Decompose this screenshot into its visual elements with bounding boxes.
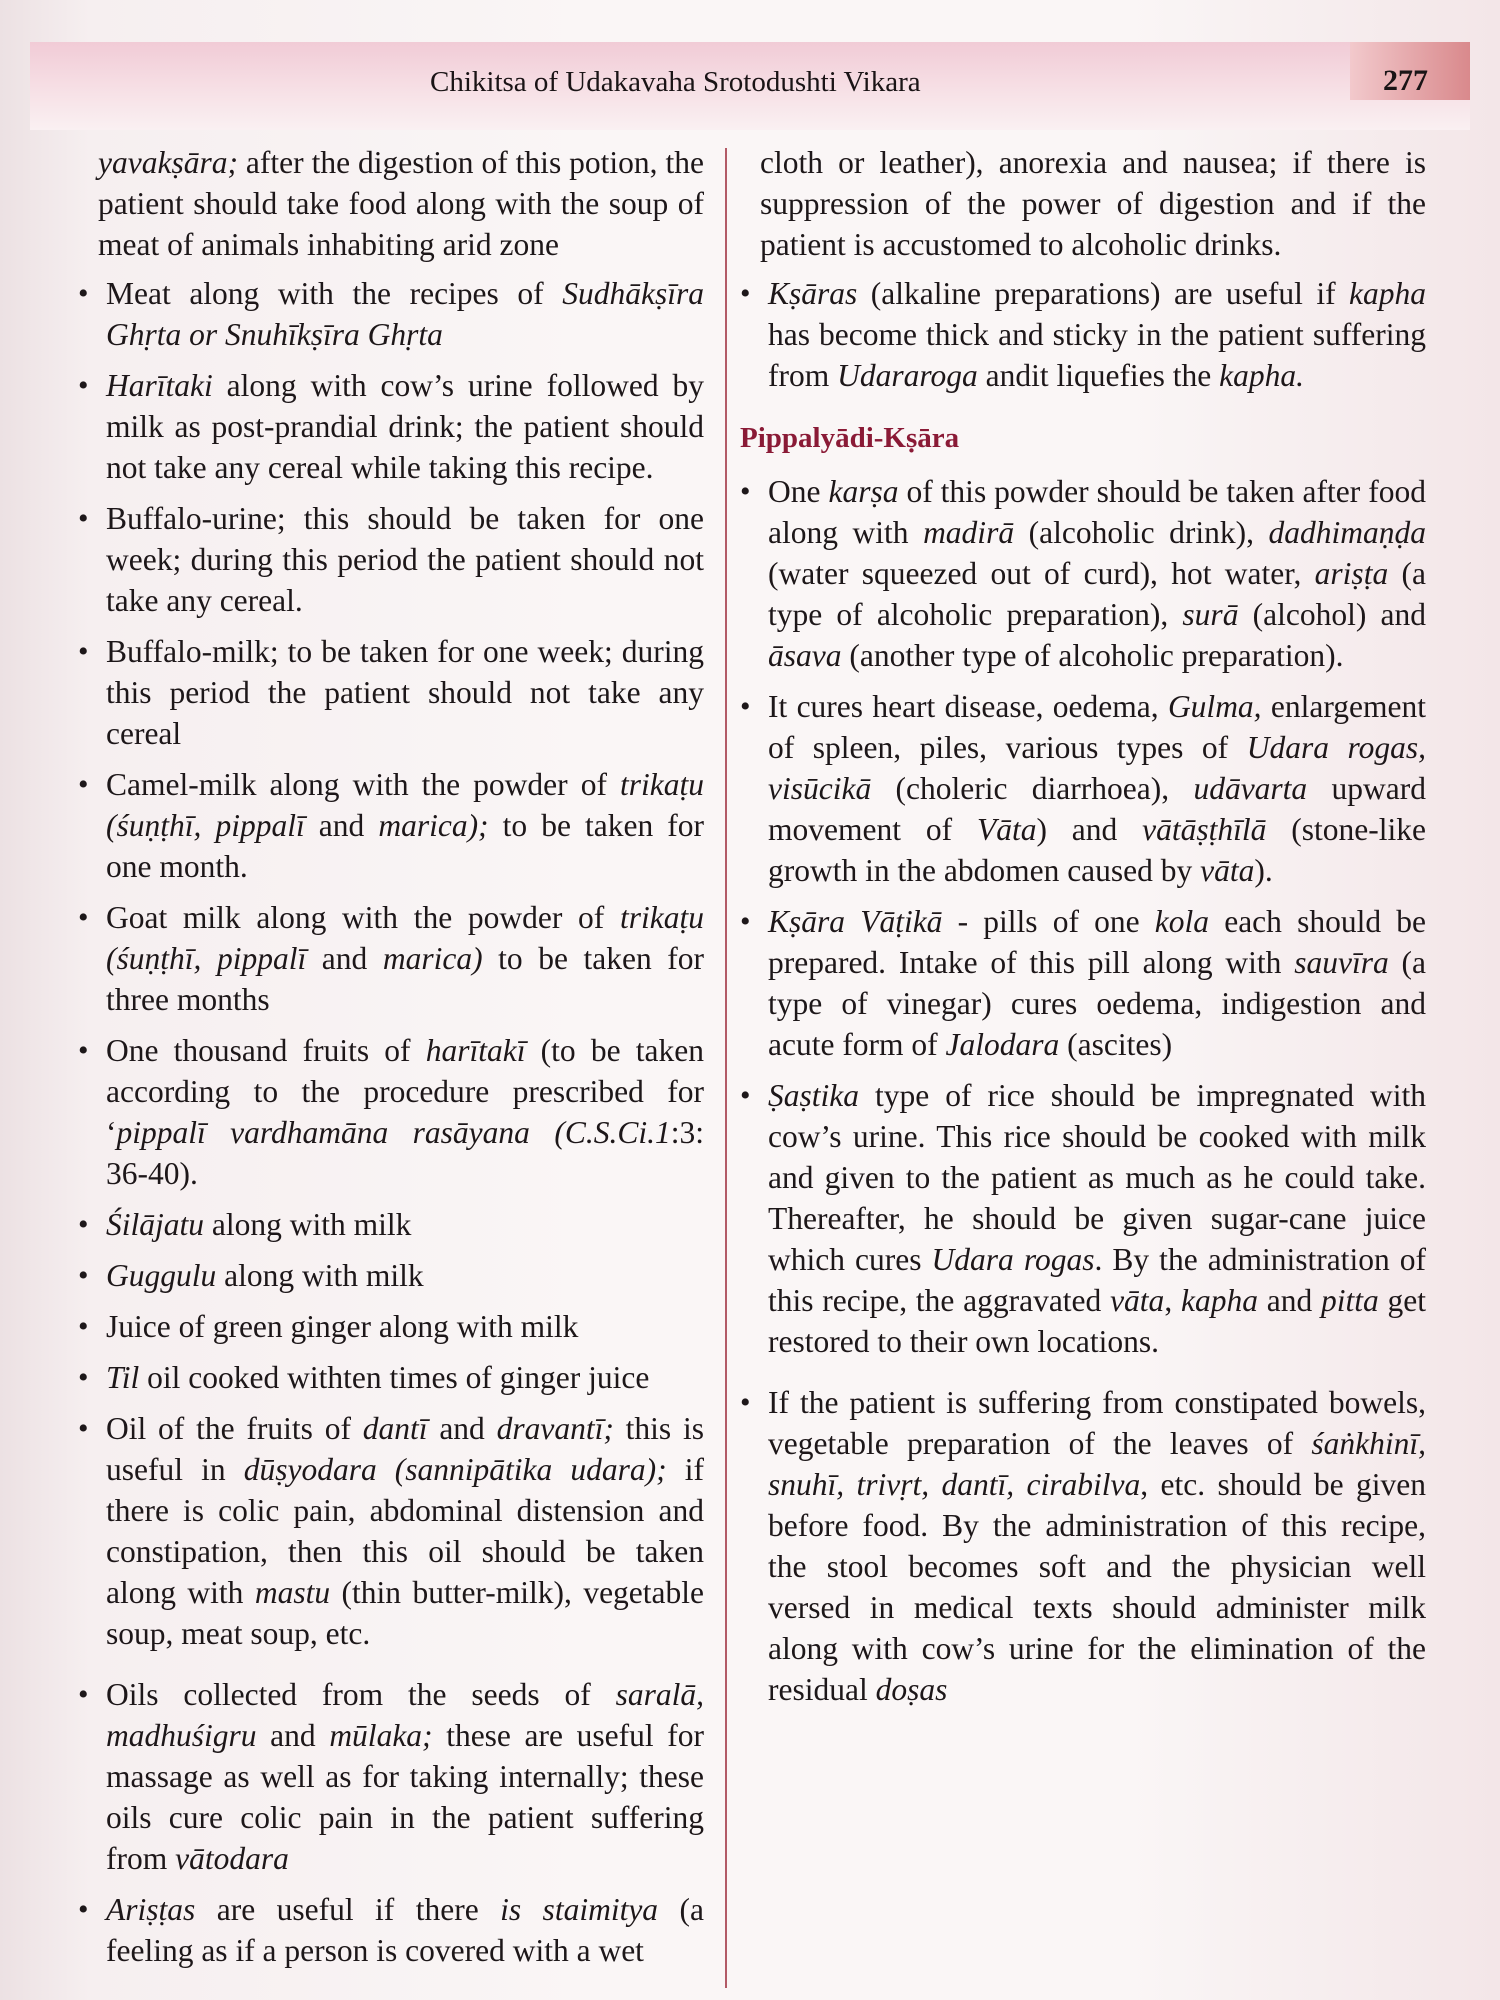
text-span: Śilājatu: [106, 1207, 205, 1242]
text-span: trikaṭu (śuṇṭhī, pippalī: [106, 900, 704, 976]
text-span: along with cow’s urine followed by milk as post-prandial drink; the patient should not take any cereal while taking this recipe.: [106, 368, 704, 485]
section-heading: Pippalyādi-Kṣāra: [740, 422, 960, 454]
text-span: ) and: [1036, 812, 1143, 847]
list-item: [740, 273, 1426, 396]
text-span: udāvarta: [1193, 771, 1308, 806]
text-span: ).: [1254, 853, 1273, 888]
text-span: kola: [1154, 904, 1210, 939]
text-span: Udara rogas: [931, 1242, 1095, 1277]
text-span: upward movement of: [768, 771, 1426, 847]
text-span: and: [306, 941, 383, 976]
text-span: mūlaka;: [329, 1718, 433, 1753]
text-span: ,: [1164, 1283, 1181, 1318]
text-span: to be taken for one month.: [106, 808, 704, 884]
text-span: One thousand fruits of: [106, 1033, 426, 1068]
text-span: Oil of the fruits of: [106, 1411, 363, 1446]
list-item: [78, 1357, 704, 1398]
list-item: [78, 1674, 704, 1879]
text-span: (another type of alcoholic preparation).: [841, 638, 1344, 673]
text-span: oil cooked withten times of ginger juice: [139, 1360, 650, 1395]
list-item: [78, 498, 704, 621]
text-span: vāta: [1200, 853, 1255, 888]
continuation-paragraph: [98, 142, 704, 265]
text-span: if there is colic pain, abdominal distension and constipation, then this oil should be taken along with: [106, 1452, 704, 1610]
text-span: doṣas: [875, 1672, 948, 1707]
list-item: [78, 631, 704, 754]
list-item: [740, 1382, 1426, 1710]
text-span: Meat along with the recipes of: [106, 276, 563, 311]
page-number: 277: [1383, 64, 1428, 97]
text-span: Sudhākṣīra Ghṛta or Snuhīkṣīra Ghṛta: [106, 276, 704, 352]
text-span: Camel-milk along with the powder of: [106, 767, 620, 802]
text-span: is staimitya: [500, 1892, 659, 1927]
text-span: Ariṣṭas: [106, 1892, 196, 1927]
list-item: [78, 1889, 704, 1971]
text-span: āsava: [768, 638, 842, 673]
text-span: Kṣāra Vāṭikā: [768, 904, 943, 939]
list-item: [740, 1075, 1426, 1362]
list-item: [78, 897, 704, 1020]
text-span: (alcoholic drink),: [1014, 515, 1269, 550]
text-span: (stone-like growth in the abdomen caused by: [768, 812, 1426, 888]
text-span: :3: 36-40).: [106, 1115, 704, 1191]
text-span: type of rice should be impregnated with cow’s urine. This rice should be cooked with milk and given to the patient as much as he could take. Thereafter, he should be given sugar-cane juice which cures: [768, 1078, 1426, 1277]
list-item: [78, 1204, 704, 1245]
text-span: - pills of one: [942, 904, 1155, 939]
text-span: Guggulu: [106, 1258, 217, 1293]
text-span: and: [427, 1411, 497, 1446]
text-span: Ṣaṣtika: [768, 1078, 859, 1113]
text-span: trikaṭu (śuṇṭhī, pippalī: [106, 767, 704, 843]
text-span: Jalodara: [945, 1027, 1060, 1062]
text-span: dūṣyodara (sannipātika udara);: [243, 1452, 667, 1487]
text-span: dadhimaṇḍa: [1268, 515, 1426, 550]
list-item: [78, 1408, 704, 1654]
text-span: Til: [106, 1360, 140, 1395]
continuation-paragraph: cloth or leather), anorexia and nausea; if there is suppression of the power of digestion and if the patient is accustomed to alcoholic drinks.: [760, 145, 1426, 262]
list-item: [78, 273, 704, 355]
text-span: vātāṣṭhīlā: [1142, 812, 1267, 847]
text-span: . By the administration of this recipe, the aggravated: [768, 1242, 1426, 1318]
right-column: [740, 142, 1426, 1720]
text-span: (a type of alcoholic preparation),: [768, 556, 1426, 632]
text-span: It cures heart disease, oedema,: [768, 689, 1168, 724]
text-span: (to be taken according to the procedure prescribed for ‘: [106, 1033, 705, 1150]
text-span: and: [256, 1718, 330, 1753]
text-span: (a type of vinegar) cures oedema, indigestion and acute form of: [768, 945, 1426, 1062]
text-span: , etc. should be given before food. By the administration of this recipe, the stool becomes soft and the physician well versed in medical texts should administer milk along with cow’s urine for the elimination of the residual: [768, 1467, 1426, 1707]
text-span: has become thick and sticky in the patient suffering from: [768, 317, 1426, 393]
text-span: get restored to their own locations.: [768, 1283, 1427, 1359]
text-span: enlargement of spleen, piles, various types of: [768, 689, 1426, 765]
text-span: sauvīra: [1294, 945, 1389, 980]
text-span: (water squeezed out of curd), hot water,: [768, 556, 1315, 591]
text-span: pitta: [1320, 1283, 1379, 1318]
list-item: [740, 901, 1426, 1065]
list-item: [78, 764, 704, 887]
column-divider: [725, 148, 727, 1988]
text-span: (alcohol) and: [1238, 597, 1426, 632]
text-span: madirā: [923, 515, 1015, 550]
text-span: vāta: [1110, 1283, 1165, 1318]
text-span: Udara rogas,: [1246, 730, 1426, 765]
left-column: [78, 142, 704, 1981]
text-span: are useful if there: [195, 1892, 501, 1927]
text-span: śaṅkhinī, snuhī, trivṛt, dantī, cirabilva: [768, 1426, 1426, 1502]
text-span: this is useful in: [106, 1411, 704, 1487]
text-span: dantī: [362, 1411, 428, 1446]
text-span: Kṣāras: [768, 276, 858, 311]
text-span: Juice of green ginger along with milk: [106, 1309, 579, 1344]
text-span: marica);: [378, 808, 489, 843]
text-span: Goat milk along with the powder of: [106, 900, 620, 935]
list-item: [78, 1306, 704, 1347]
text-span: (choleric diarrhoea),: [871, 771, 1194, 806]
text-span: along with milk: [204, 1207, 412, 1242]
text-span: to be taken for three months: [106, 941, 704, 1017]
left-bullet-list: [78, 273, 704, 1971]
text-span: harītakī: [425, 1033, 526, 1068]
text-span: ariṣṭa: [1314, 556, 1389, 591]
text-span: yavakṣāra;: [98, 145, 238, 180]
text-span: Oils collected from the seeds of: [106, 1677, 616, 1712]
text-span: Vāta: [976, 812, 1037, 847]
text-span: Gulma,: [1167, 689, 1262, 724]
text-span: If the patient is suffering from constipated bowels, vegetable preparation of the leaves of: [768, 1385, 1426, 1461]
text-span: Harītaki: [106, 368, 213, 403]
text-span: marica): [382, 941, 483, 976]
text-span: (ascites): [1059, 1027, 1173, 1062]
text-span: these are useful for massage as well as for taking internally; these oils cure colic pain in the patient suffering from: [106, 1718, 705, 1876]
text-span: Buffalo-milk; to be taken for one week; during this period the patient should not take any cereal: [106, 634, 704, 751]
text-span: and: [1257, 1283, 1321, 1318]
text-span: of this powder should be taken after food along with: [768, 474, 1426, 550]
text-span: kapha: [1349, 276, 1426, 311]
text-span: karṣa: [828, 474, 899, 509]
text-span: andit liquefies the: [977, 358, 1220, 393]
list-item: [740, 471, 1426, 676]
text-span: after the digestion of this potion, the patient should take food along with the soup of meat of animals inhabiting arid zone: [98, 145, 704, 262]
text-span: (thin butter-milk), vegetable soup, meat soup, etc.: [106, 1575, 704, 1651]
text-span: vātodara: [175, 1841, 289, 1876]
text-span: visūcikā: [768, 771, 872, 806]
text-span: along with milk: [216, 1258, 424, 1293]
text-span: surā: [1182, 597, 1239, 632]
running-head: Chikitsa of Udakavaha Srotodushti Vikara: [430, 66, 921, 98]
text-span: Udararoga: [837, 358, 978, 393]
list-item: [78, 1030, 704, 1194]
text-span: One: [768, 474, 829, 509]
text-span: pippalī vardhamāna rasāyana (C.S.Ci.1: [116, 1115, 671, 1150]
text-span: (alkaline preparations) are useful if: [857, 276, 1350, 311]
text-span: Buffalo-urine; this should be taken for one week; during this period the patient should not take any cereal.: [106, 501, 704, 618]
list-item: [78, 365, 704, 488]
text-span: saralā, madhuśigru: [106, 1677, 704, 1753]
text-span: (a feeling as if a person is covered with a wet: [106, 1892, 704, 1968]
list-item: [78, 1255, 704, 1296]
text-span: mastu: [254, 1575, 331, 1610]
text-span: dravantī;: [496, 1411, 614, 1446]
text-span: kapha.: [1219, 358, 1305, 393]
text-span: and: [304, 808, 379, 843]
list-item: [740, 686, 1426, 891]
text-span: each should be prepared. Intake of this pill along with: [768, 904, 1426, 980]
text-span: kapha: [1180, 1283, 1258, 1318]
right-bullet-list: [740, 471, 1426, 1710]
